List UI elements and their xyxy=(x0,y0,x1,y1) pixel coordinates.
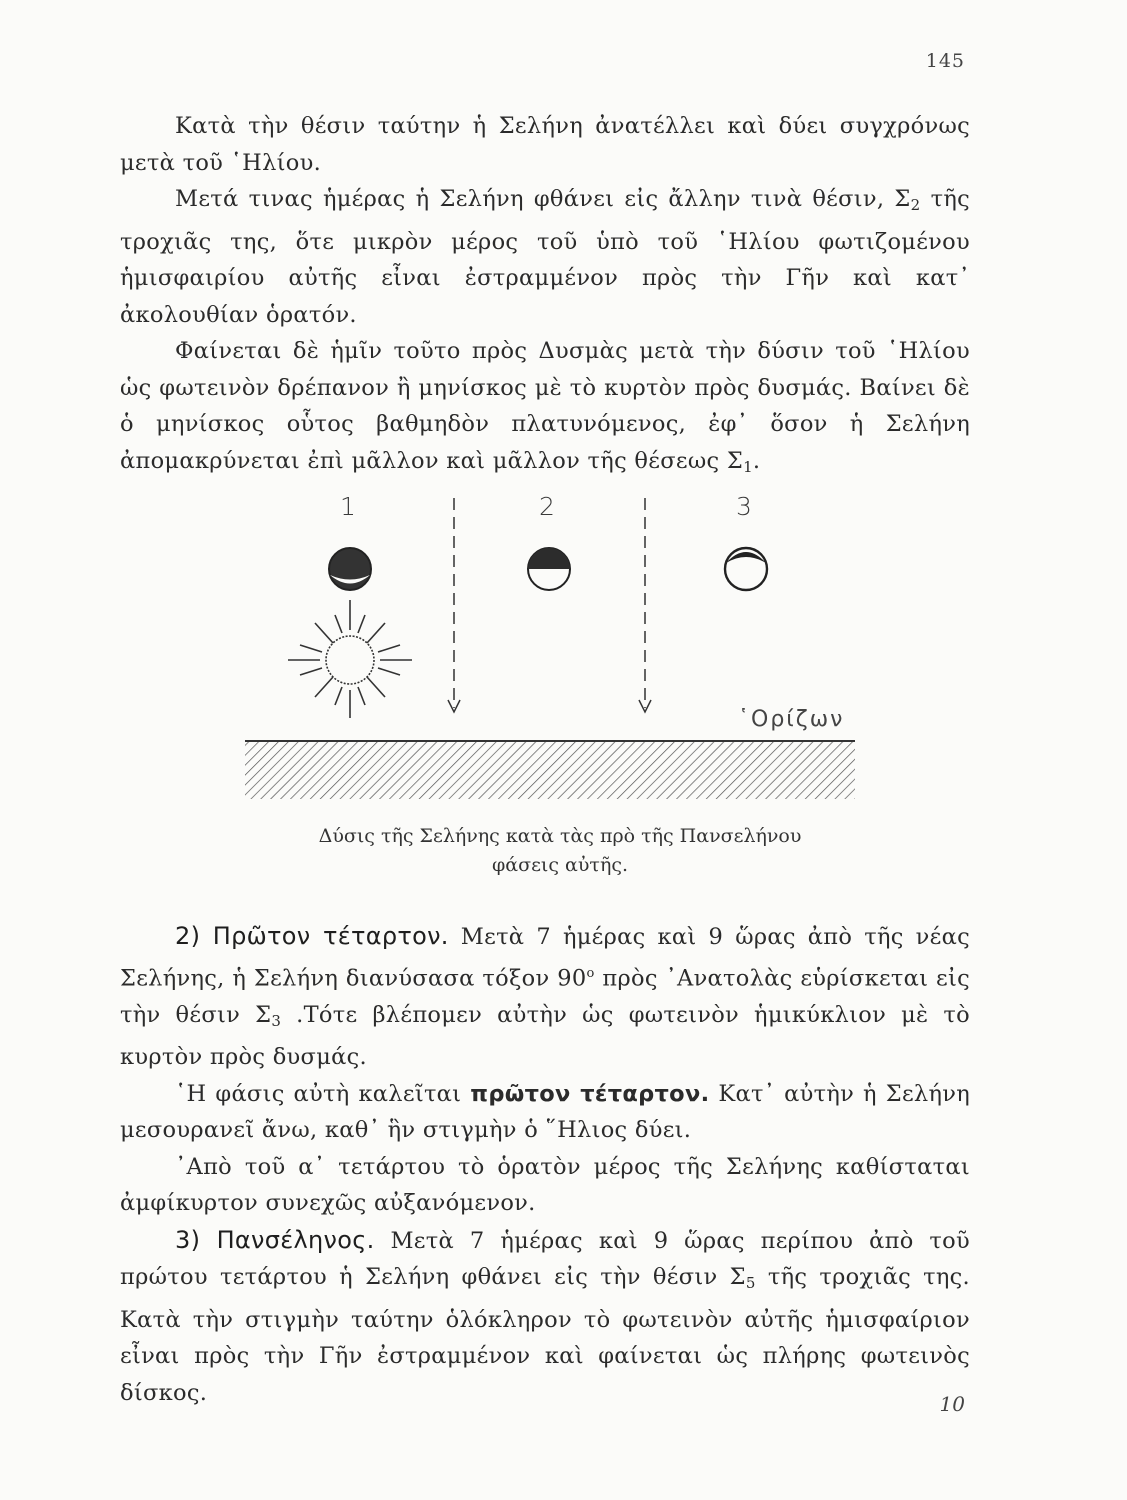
caption-line: φάσεις αὐτῆς. xyxy=(491,854,629,876)
subscript: 2 xyxy=(910,196,921,214)
figure-caption xyxy=(200,822,920,880)
moon-phase-1-icon xyxy=(329,548,371,590)
page-number: 145 xyxy=(925,50,965,72)
arrow-down-icon xyxy=(639,498,651,712)
figure-label-1: 1 xyxy=(340,492,356,521)
caption-line: Δύσις τῆς Σελήνης κατὰ τὰς πρὸ τῆς Πανσελήνου xyxy=(318,825,802,847)
paragraph-text: . xyxy=(752,447,761,474)
paragraph xyxy=(120,1222,970,1412)
degree-symbol: ο xyxy=(586,965,595,981)
paragraph xyxy=(120,181,970,333)
moon-phase-2-icon xyxy=(528,548,570,590)
bottom-text-block xyxy=(120,918,970,1411)
paragraph-text: τῆς τροχιᾶς της, ὅτε μικρὸν μέρος τοῦ ὑπὸ τοῦ ῾Ηλίου φωτιζομένου ἡμισφαιρίου αὐτῆς εἶναι ἐστραμμένον πρὸς τὴν Γῆν καὶ κατ᾽ ἀκολουθίαν ὁρατόν. xyxy=(120,186,970,328)
signature-mark: 10 xyxy=(939,1392,965,1416)
top-text-block xyxy=(120,108,970,485)
paragraph-text: πρὸς ᾽Ανατολὰς εὑρίσκεται εἰς τὴν θέσιν Σ xyxy=(120,965,970,1028)
sun-icon xyxy=(288,600,412,718)
paragraph-text: .Τότε βλέπομεν αὐτὴν ὡς φωτεινὸν ἡμικύκλιον μὲ τὸ κυρτὸν πρὸς δυσμάς. xyxy=(120,1001,970,1070)
paragraph: ᾽Απὸ τοῦ α᾽ τετάρτου τὸ ὁρατὸν μέρος τῆς Σελήνης καθίσταται ἀμφίκυρτον συνεχῶς αὐξανόμενον. xyxy=(120,1153,970,1216)
horizon-label: ῾Ορίζων xyxy=(738,707,845,732)
paragraph-text: Μετά τινας ἡμέρας ἡ Σελήνη φθάνει εἰς ἄλλην τινὰ θέσιν, Σ xyxy=(175,186,911,212)
moon-phase-3-icon xyxy=(725,548,767,590)
paragraph-text: Μετὰ 7 ἡμέρας καὶ 9 ὥρας περίπου ἀπὸ τοῦ πρώτου τετάρτου ἡ Σελήνη φθάνει εἰς τὴν θέσιν Σ xyxy=(120,1227,971,1290)
paragraph xyxy=(120,918,970,1076)
section-heading: 2) Πρῶτον τέταρτον. xyxy=(175,922,449,950)
paragraph xyxy=(120,1076,970,1149)
paragraph-text: Μετὰ 7 ἡμέρας καὶ 9 ὥρας ἀπὸ τῆς νέας Σελήνης, ἡ Σελήνη διανύσασα τόξον 90 xyxy=(120,924,971,991)
paragraph-text: Κατ᾽ αὐτὴν ἡ Σελήνη μεσουρανεῖ ἄνω, καθ᾽ ἣν στιγμὴν ὁ ῞Ηλιος δύει. xyxy=(120,1080,970,1143)
arrow-down-icon xyxy=(448,498,460,712)
horizon-ground xyxy=(245,741,855,799)
bold-term: πρῶτον τέταρτον. xyxy=(470,1080,710,1107)
subscript: 3 xyxy=(271,1011,282,1030)
moon-phase-diagram xyxy=(235,488,875,808)
subscript: 1 xyxy=(743,457,753,476)
paragraph: Κατὰ τὴν θέσιν ταύτην ἡ Σελήνη ἀνατέλλει καὶ δύει συγχρόνως μετὰ τοῦ ῾Ηλίου. xyxy=(120,113,970,176)
section-heading: 3) Πανσέληνος. xyxy=(175,1225,375,1254)
paragraph-text: Φαίνεται δὲ ἡμῖν τοῦτο πρὸς Δυσμὰς μετὰ τὴν δύσιν τοῦ ῾Ηλίου ὡς φωτεινὸν δρέπανον ἢ μηνίσκος μὲ τὸ κυρτὸν πρὸς δυσμάς. Βαίνει δὲ ὁ μηνίσκος οὗτος βαθμηδὸν πλατυνόμενος, ἐφ᾽ ὅσον ἡ Σελήνη ἀπομακρύνεται ἐπὶ μᾶλλον καὶ μᾶλλον τῆς θέσεως Σ xyxy=(120,338,970,474)
paragraph-text: τῆς τροχιᾶς της. Κατὰ τὴν στιγμὴν ταύτην ὁλόκληρον τὸ φωτεινὸν αὐτῆς ἡμισφαίριον εἶναι πρὸς τὴν Γῆν ἐστραμμένον καὶ φαίνεται ὡς πλήρης φωτεινὸς δίσκος. xyxy=(120,1264,970,1406)
figure-label-3: 3 xyxy=(736,492,752,521)
paragraph-text: ῾Η φάσις αὐτὴ καλεῖται xyxy=(175,1080,471,1107)
paragraph xyxy=(120,333,970,485)
figure-label-2: 2 xyxy=(539,492,555,521)
subscript: 5 xyxy=(745,1274,756,1292)
